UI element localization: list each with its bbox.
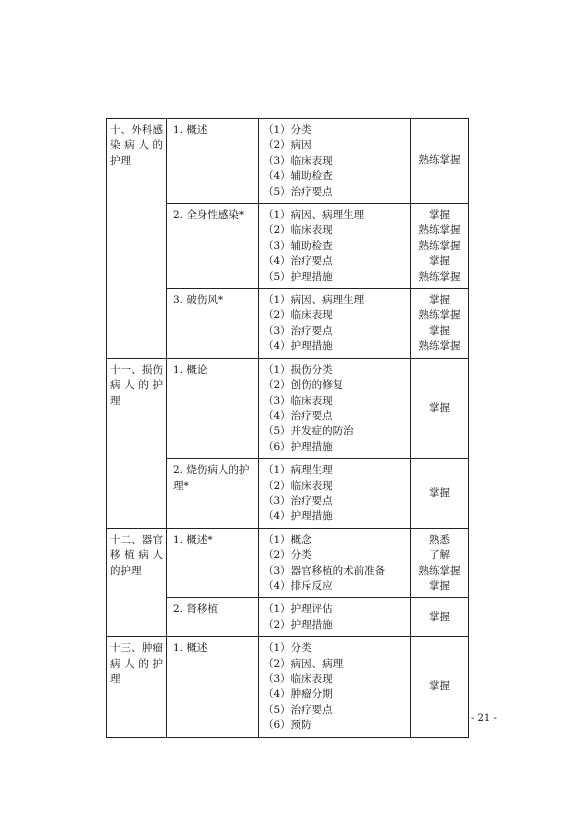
content-item: （3）器官移植的术前准备 bbox=[263, 564, 386, 577]
content-item: （1）病因、病理生理 bbox=[263, 209, 365, 222]
requirement-level-text: 掌握 bbox=[429, 610, 450, 623]
requirement-level bbox=[411, 204, 469, 289]
content-item: （4）治疗要点 bbox=[263, 255, 333, 268]
requirement-level-text: 熟练掌握 bbox=[418, 340, 461, 353]
content-item: （2）护理措施 bbox=[263, 618, 333, 631]
chapter-title-line: 理 bbox=[110, 394, 121, 407]
requirement-level-text: 掌握 bbox=[429, 294, 450, 307]
section-title: 1. 概述* bbox=[167, 528, 259, 598]
requirement-level bbox=[411, 358, 469, 458]
requirement-level bbox=[411, 637, 469, 737]
table-row bbox=[107, 358, 469, 458]
content-item: （6）护理措施 bbox=[263, 440, 333, 453]
section-title: 1. 概论 bbox=[167, 358, 259, 458]
requirement-level-text: 掌握 bbox=[429, 579, 450, 592]
content-item: （1）病理生理 bbox=[263, 464, 333, 477]
content-item: （1）分类 bbox=[263, 124, 312, 136]
content-item: （4）肿瘤分期 bbox=[263, 688, 333, 701]
chapter-title-line: 十三、肿瘤 bbox=[110, 642, 163, 655]
content-items bbox=[259, 528, 411, 598]
content-item: （1）损伤分类 bbox=[263, 363, 333, 376]
content-item: （4）护理措施 bbox=[263, 510, 333, 523]
content-item: （5）护理措施 bbox=[263, 270, 333, 283]
content-item: （1）病因、病理生理 bbox=[263, 294, 365, 307]
content-item: （4）治疗要点 bbox=[263, 409, 333, 422]
requirement-level-text: 了解 bbox=[429, 549, 450, 562]
content-item: （5）治疗要点 bbox=[263, 703, 333, 716]
content-item: （1）护理评估 bbox=[263, 603, 333, 616]
page-number: - 21 - bbox=[471, 713, 497, 724]
content-item: （2）病因、病理 bbox=[263, 657, 344, 670]
chapter-title-line: 移植病人 bbox=[110, 549, 163, 562]
syllabus-table bbox=[106, 118, 469, 738]
content-items bbox=[259, 459, 411, 529]
content-item: （6）预防 bbox=[263, 719, 312, 732]
section-title: 1. 概述 bbox=[167, 119, 259, 204]
content-item: （2）创伤的修复 bbox=[263, 379, 344, 392]
requirement-level-text: 掌握 bbox=[429, 486, 450, 499]
requirement-level-text: 熟练掌握 bbox=[418, 154, 461, 167]
requirement-level-text: 熟练掌握 bbox=[418, 309, 461, 322]
chapter-title-line: 护理 bbox=[110, 154, 131, 167]
chapter-title bbox=[107, 528, 167, 636]
content-item: （3）临床表现 bbox=[263, 154, 333, 167]
content-item: （2）临床表现 bbox=[263, 224, 333, 237]
requirement-level-text: 掌握 bbox=[429, 324, 450, 337]
content-item: （5）并发症的防治 bbox=[263, 425, 354, 438]
requirement-level bbox=[411, 289, 469, 359]
chapter-title-line: 理 bbox=[110, 673, 121, 685]
requirement-level bbox=[411, 119, 469, 204]
requirement-level-text: 掌握 bbox=[429, 255, 450, 268]
requirement-level-text: 熟悉 bbox=[429, 533, 450, 546]
requirement-level-text: 掌握 bbox=[429, 401, 450, 414]
chapter-title-line: 病人的护 bbox=[110, 379, 163, 392]
content-item: （1）概念 bbox=[263, 533, 312, 546]
content-items bbox=[259, 358, 411, 458]
chapter-title-line: 病人的护 bbox=[110, 657, 163, 670]
content-item: （4）排斥反应 bbox=[263, 579, 333, 592]
content-item: （3）临床表现 bbox=[263, 394, 333, 407]
requirement-level-text: 熟练掌握 bbox=[418, 239, 461, 252]
chapter-title-line: 染病人的 bbox=[110, 139, 163, 152]
table-row bbox=[107, 637, 469, 737]
content-item: （3）临床表现 bbox=[263, 673, 333, 685]
content-items bbox=[259, 289, 411, 359]
content-item: （1）分类 bbox=[263, 642, 312, 655]
content-item: （2）临床表现 bbox=[263, 309, 333, 322]
content-items bbox=[259, 119, 411, 204]
content-item: （5）治疗要点 bbox=[263, 185, 333, 198]
table-row bbox=[107, 119, 469, 204]
requirement-level-text: 掌握 bbox=[429, 209, 450, 222]
requirement-level-text: 掌握 bbox=[429, 680, 450, 693]
content-item: （2）临床表现 bbox=[263, 479, 333, 492]
chapter-title bbox=[107, 119, 167, 359]
requirement-level-text: 熟练掌握 bbox=[418, 564, 461, 577]
requirement-level bbox=[411, 459, 469, 529]
chapter-title-line: 十、外科感 bbox=[110, 124, 163, 136]
table-row bbox=[107, 528, 469, 598]
content-items bbox=[259, 204, 411, 289]
content-item: （2）病因 bbox=[263, 139, 312, 152]
content-items bbox=[259, 637, 411, 737]
content-item: （4）辅助检查 bbox=[263, 170, 333, 183]
chapter-title-line: 十二、器官 bbox=[110, 533, 163, 546]
requirement-level bbox=[411, 528, 469, 598]
requirement-level-text: 熟练掌握 bbox=[418, 224, 461, 237]
section-title: 3. 破伤风* bbox=[167, 289, 259, 359]
chapter-title bbox=[107, 637, 167, 737]
content-item: （4）护理措施 bbox=[263, 340, 333, 353]
chapter-title-line: 的护理 bbox=[110, 564, 142, 577]
section-title: 2. 全身性感染* bbox=[167, 204, 259, 289]
chapter-title-line: 十一、损伤 bbox=[110, 363, 163, 376]
requirement-level bbox=[411, 598, 469, 637]
content-item: （3）治疗要点 bbox=[263, 494, 333, 507]
chapter-title bbox=[107, 358, 167, 528]
requirement-level-text: 熟练掌握 bbox=[418, 270, 461, 283]
section-title: 1. 概述 bbox=[167, 637, 259, 737]
content-item: （3）治疗要点 bbox=[263, 324, 333, 337]
content-item: （2）分类 bbox=[263, 549, 312, 562]
section-title: 2. 烧伤病人的护理* bbox=[167, 459, 259, 529]
section-title: 2. 肾移植 bbox=[167, 598, 259, 637]
content-items bbox=[259, 598, 411, 637]
content-item: （3）辅助检查 bbox=[263, 239, 333, 252]
